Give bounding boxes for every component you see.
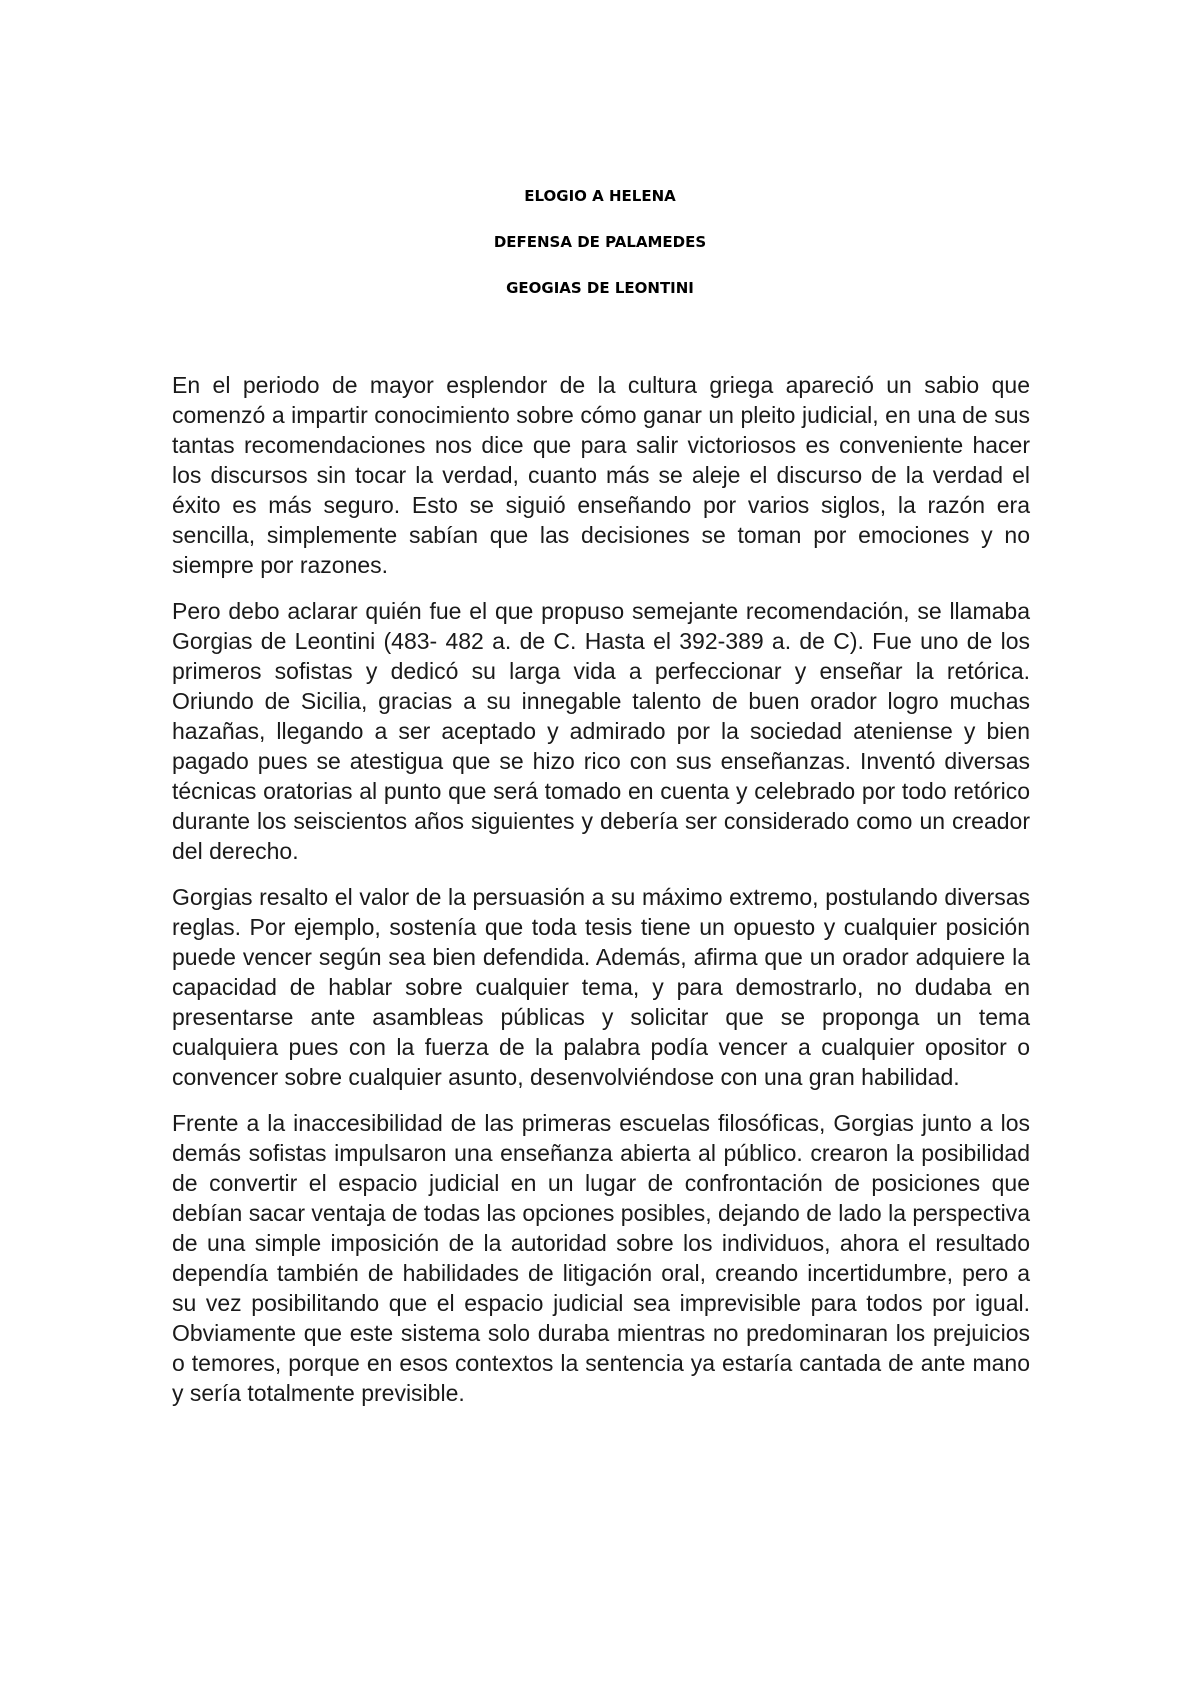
paragraph-4: Frente a la inaccesibilidad de las primeras escuelas filosóficas, Gorgias junto a los demás sofistas impulsaron una enseñanza abierta al público. crearon la posibilidad de convertir el espacio judicial en un lugar de confrontación de posiciones que debían sacar ventaja de todas las opciones posibles, dejando de lado la perspectiva de una simple imposición de la autoridad sobre los individuos, ahora el resultado dependía también de habilidades de litigación oral, creando incertidumbre, pero a su vez posibilitando que el espacio judicial sea imprevisible para todos por igual. Obviamente que este sistema solo duraba mientras no predominaran los prejuicios o temores, porque en esos contextos la sentencia ya estaría cantada de ante mano y sería totalmente previsible. xyxy=(172,1110,1030,1406)
title-heading-2: DEFENSA DE PALAMEDES xyxy=(493,233,707,251)
paragraph-3: Gorgias resalto el valor de la persuasión a su máximo extremo, postulando diversas reglas. Por ejemplo, sostenía que toda tesis tiene un opuesto y cualquier posición puede vencer según sea bien defendida. Además, afirma que un orador adquiere la capacidad de hablar sobre cualquier tema, y para demostrarlo, no dudaba en presentarse ante asambleas públicas y solicitar que se proponga un tema cualquiera pues con la fuerza de la palabra podía vencer a cualquier opositor o convencer sobre cualquier asunto, desenvolviéndose con una gran habilidad. xyxy=(172,884,1030,1090)
body-text xyxy=(172,370,1030,1424)
title-heading-1: ELOGIO A HELENA xyxy=(524,187,676,205)
title-block xyxy=(0,186,1200,324)
paragraph-2: Pero debo aclarar quién fue el que propuso semejante recomendación, se llamaba Gorgias de Leontini (483- 482 a. de C. Hasta el 392-389 a. de C). Fue uno de los primeros sofistas y dedicó su larga vida a perfeccionar y enseñar la retórica. Oriundo de Sicilia, gracias a su innegable talento de buen orador logro muchas hazañas, llegando a ser aceptado y admirado por la sociedad ateniense y bien pagado pues se atestigua que se hizo rico con sus enseñanzas. Inventó diversas técnicas oratorias al punto que será tomado en cuenta y celebrado por todo retórico durante los seiscientos años siguientes y debería ser considerado como un creador del derecho. xyxy=(172,598,1030,864)
paragraph-1: En el periodo de mayor esplendor de la cultura griega apareció un sabio que comenzó a impartir conocimiento sobre cómo ganar un pleito judicial, en una de sus tantas recomendaciones nos dice que para salir victoriosos es conveniente hacer los discursos sin tocar la verdad, cuanto más se aleje el discurso de la verdad el éxito es más seguro. Esto se siguió enseñando por varios siglos, la razón era sencilla, simplemente sabían que las decisiones se toman por emociones y no siempre por razones. xyxy=(172,372,1030,578)
title-heading-3: GEOGIAS DE LEONTINI xyxy=(506,279,694,297)
